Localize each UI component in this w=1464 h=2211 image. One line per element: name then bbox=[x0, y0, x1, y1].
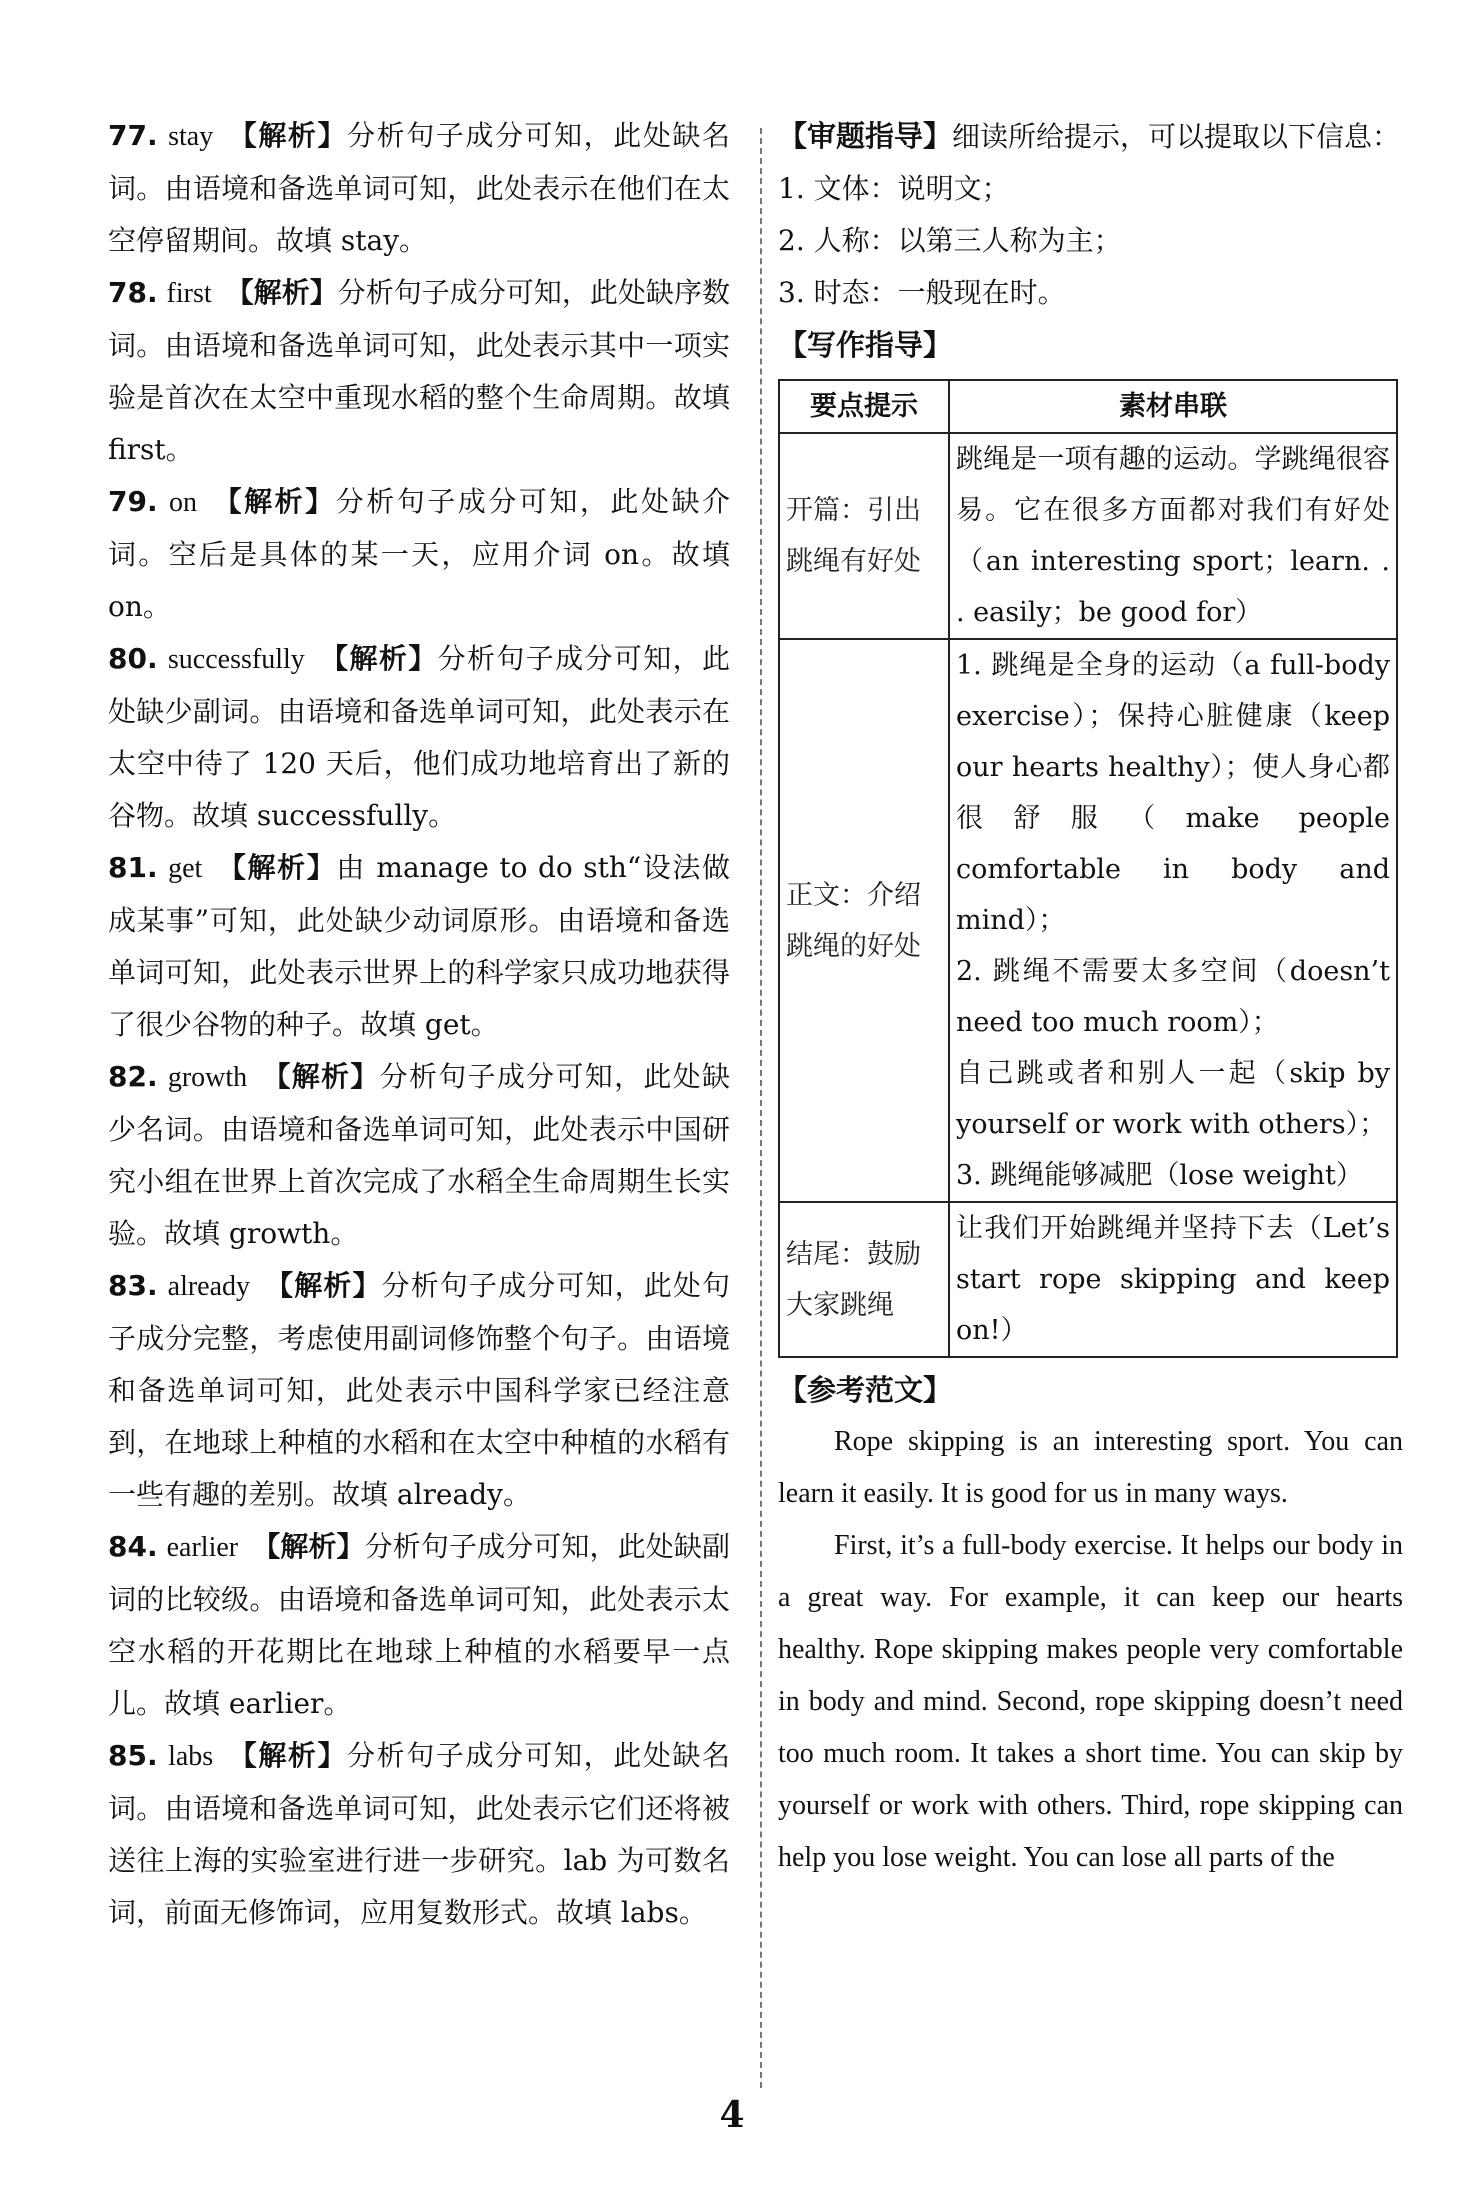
writing-guidance-heading: 【写作指导】 bbox=[778, 328, 953, 362]
table-row bbox=[779, 1202, 1397, 1357]
writing-section bbox=[778, 110, 1403, 1884]
row-value: 1. 跳绳是全身的运动（a full-body exercise）；保持心脏健康（keep our hearts healthy）；使人身心都很舒服（make people comfortable in body and mind）； 2. 跳绳不需要太多空间（doesn’t need too much room）； 自己跳或者和别人一起（skip by yourself or work with others）； 3. 跳绳能够减肥（lose weight） bbox=[949, 639, 1397, 1202]
sample-paragraph: Rope skipping is an interesting sport. You can learn it easily. It is good for us in many ways. bbox=[778, 1426, 1403, 1509]
item-84: 84. earlier 【解析】分析句子成分可知，此处缺副词的比较级。由语境和备选单词可知，此处表示太空水稻的开花期比在地球上种植的水稻要早一点儿。故填 earlier。 bbox=[108, 1530, 730, 1720]
item-80: 80. successfully 【解析】分析句子成分可知，此处缺少副词。由语境和备选单词可知，此处表示在太空中待了 120 天后，他们成功地培育出了新的谷物。故填 successfully。 bbox=[108, 642, 730, 832]
page-number: 4 bbox=[719, 2094, 745, 2136]
row-value: 跳绳是一项有趣的运动。学跳绳很容易。它在很多方面都对我们有好处（an interesting sport；learn. . . easily；be good for） bbox=[949, 433, 1397, 639]
item-85: 85. labs 【解析】分析句子成分可知，此处缺名词。由语境和备选单词可知，此处表示它们还将被送往上海的实验室进行进一步研究。lab 为可数名词，前面无修饰词，应用复数形式。故填 labs。 bbox=[108, 1739, 730, 1929]
item-77: 77. stay 【解析】分析句子成分可知，此处缺名词。由语境和备选单词可知，此处表示在他们在太空停留期间。故填 stay。 bbox=[108, 119, 730, 257]
item-79: 79. on 【解析】分析句子成分可知，此处缺介词。空后是具体的某一天，应用介词 on。故填 on。 bbox=[108, 485, 730, 623]
table-row bbox=[779, 639, 1397, 1202]
table-row bbox=[779, 433, 1397, 639]
item-78: 78. first 【解析】分析句子成分可知，此处缺序数词。由语境和备选单词可知，此处表示其中一项实验是首次在太空中重现水稻的整个生命周期。故填 first。 bbox=[108, 276, 730, 466]
item-81: 81. get 【解析】由 manage to do sth“设法做成某事”可知，此处缺少动词原形。由语境和备选单词可知，此处表示世界上的科学家只成功地获得了很少谷物的种子。故填 get。 bbox=[108, 851, 730, 1041]
table-header: 素材串联 bbox=[949, 380, 1397, 433]
review-point: 2. 人称：以第三人称为主； bbox=[778, 224, 1122, 257]
row-key: 正文：介绍跳绳的好处 bbox=[779, 639, 949, 1202]
row-key: 结尾：鼓励大家跳绳 bbox=[779, 1202, 949, 1357]
answer-explanations bbox=[108, 110, 730, 1939]
review-point: 3. 时态：一般现在时。 bbox=[778, 276, 1066, 309]
review-guidance: 【审题指导】细读所给提示，可以提取以下信息： bbox=[778, 119, 1401, 153]
row-key: 开篇：引出跳绳有好处 bbox=[779, 433, 949, 639]
column-divider bbox=[760, 128, 762, 2088]
item-83: 83. already 【解析】分析句子成分可知，此处句子成分完整，考虑使用副词修饰整个句子。由语境和备选单词可知，此处表示中国科学家已经注意到，在地球上种植的水稻和在太空中种植的水稻有一些有趣的差别。故填 already。 bbox=[108, 1269, 730, 1511]
sample-paragraph: First, it’s a full-body exercise. It helps our body in a great way. For example, it can keep our hearts healthy. Rope skipping makes people very comfortable in body and mind. Second, rope skipping doesn’t need too much room. It takes a short time. You can skip by yourself or work with others. Third, rope skipping can help you lose weight. You can lose all parts of the bbox=[778, 1530, 1403, 1873]
sample-essay-heading: 【参考范文】 bbox=[778, 1373, 953, 1407]
table-header: 要点提示 bbox=[779, 380, 949, 433]
writing-guide-table bbox=[778, 379, 1398, 1358]
review-point: 1. 文体：说明文； bbox=[778, 172, 1010, 205]
item-82: 82. growth 【解析】分析句子成分可知，此处缺少名词。由语境和备选单词可知，此处表示中国研究小组在世界上首次完成了水稻全生命周期生长实验。故填 growth。 bbox=[108, 1060, 730, 1250]
row-value: 让我们开始跳绳并坚持下去（Let’s start rope skipping and keep on!） bbox=[949, 1202, 1397, 1357]
table-header-row bbox=[779, 380, 1397, 433]
